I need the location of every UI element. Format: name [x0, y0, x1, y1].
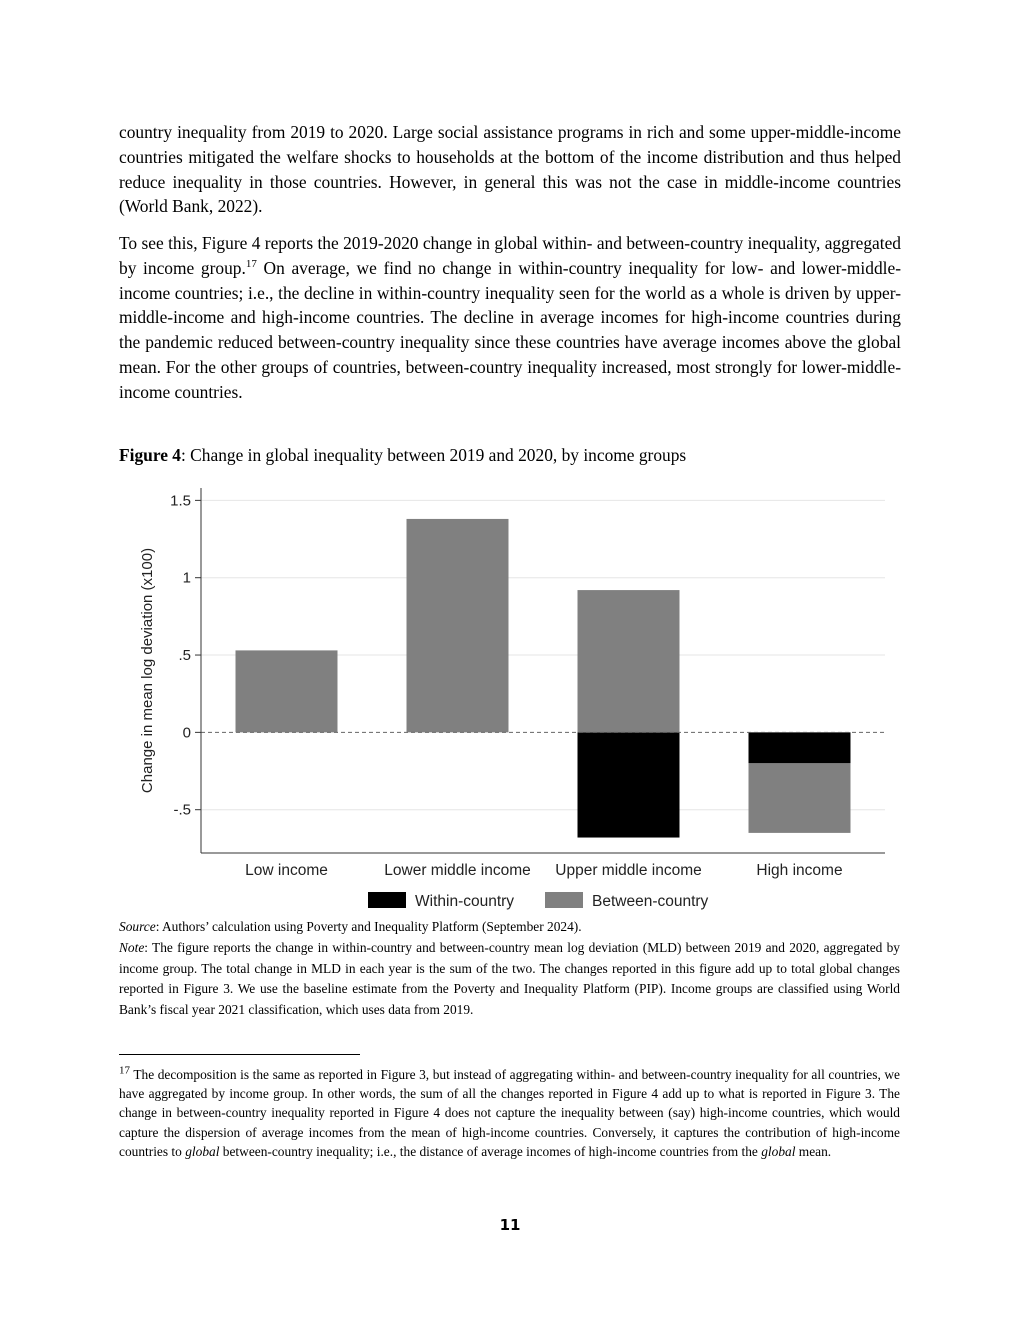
footnote-emphasis-1: global [185, 1143, 220, 1159]
paragraph-2-text-a: To see this, Figure 4 reports the 2019-2020 change in global within- and between-country inequality, aggregated by income group. [119, 233, 901, 278]
footnote-text-b: between-country inequality; i.e., the distance of average incomes of high-income countries from the [219, 1143, 762, 1159]
category-label: High income [756, 862, 843, 879]
y-axis-label: Change in mean log deviation (x100) [139, 547, 156, 794]
body-paragraph-2 [119, 231, 901, 405]
bar-between-country-upper-middle-income [578, 590, 680, 732]
figure-note [119, 938, 900, 1020]
footnote-number: 17 [119, 1064, 130, 1077]
y-tick-label: -.5 [173, 801, 191, 819]
footnote-ref-17[interactable]: 17 [245, 258, 257, 270]
body-paragraph-1: country inequality from 2019 to 2020. Large social assistance programs in rich and some upper-middle-income countries mitigated the welfare shocks to households at the bottom of the income distribution and thus helped reduce inequality in those countries. However, in general this was not the case in middle-income countries (World Bank, 2022). [119, 122, 901, 217]
category-label: Upper middle income [555, 862, 702, 879]
y-tick-label: 1 [182, 569, 191, 587]
bar-chart [130, 478, 895, 918]
legend-swatch-within-country [368, 892, 406, 908]
note-text: : The figure reports the change in within-country and between-country mean log deviation (MLD) between 2019 and 2020, aggregated by income group. The total change in MLD in each year is the sum of the two. The changes reported in this figure add up to total global changes reported in Figure 3. We use the baseline estimate from the Poverty and Inequality Platform (PIP). Income groups are classified using World Bank’s fiscal year 2021 classification, which uses data from 2019. [119, 940, 900, 1017]
source-label: Source [119, 919, 156, 934]
source-text: : Authors’ calculation using Poverty and Inequality Platform (September 2024). [155, 919, 582, 934]
bar-between-country-lower-middle-income [407, 519, 509, 732]
category-label: Lower middle income [384, 862, 531, 879]
footnote-separator [119, 1054, 360, 1055]
y-tick-label: .5 [178, 647, 191, 665]
footnote-17 [119, 1065, 900, 1161]
category-label: Low income [245, 862, 328, 879]
figure-caption [119, 443, 686, 467]
y-tick-label: 0 [182, 724, 191, 742]
bar-within-country-upper-middle-income [578, 732, 680, 837]
y-tick-label: 1.5 [170, 492, 191, 510]
bar-between-country-low-income [236, 650, 338, 732]
note-label: Note [119, 940, 145, 955]
legend [368, 892, 709, 910]
y-tick-labels [170, 492, 191, 818]
paragraph-2-text-b: On average, we find no change in within-country inequality for low- and lower-middle-income countries; i.e., the decline in within-country inequality seen for the world as a whole is driven by upper-middle-income and high-income countries. The decline in average incomes for high-income countries during the pandemic reduced between-country inequality since these countries have average incomes above the global mean. For the other groups of countries, between-country inequality increased, most strongly for lower-middle-income countries. [119, 257, 901, 402]
footnote-text-a: The decomposition is the same as reported in Figure 3, but instead of aggregating within- and between-country inequality for all countries, we have aggregated by income group. In other words, the sum of all the changes reported in Figure 4 add up to what is reported in Figure 3. The change in between-country inequality reported in Figure 4 does not capture the inequality between (say) high-income countries, which would capture the dispersion of average incomes from the mean of high-income countries. Conversely, it captures the contribution of high-income countries to [119, 1067, 900, 1159]
legend-label: Between-country [592, 893, 709, 910]
legend-label: Within-country [415, 893, 515, 910]
category-labels [245, 862, 842, 879]
footnote-emphasis-2: global [761, 1143, 796, 1159]
figure-source [119, 917, 900, 938]
bar-within-country-high-income [749, 732, 851, 763]
figure-caption-text: : Change in global inequality between 2019 and 2020, by income groups [181, 445, 687, 465]
figure-label: Figure 4 [119, 445, 181, 465]
footnote-text-c: mean. [795, 1143, 832, 1159]
legend-swatch-between-country [545, 892, 583, 908]
page-number: 11 [499, 1216, 521, 1234]
bar-between-country-high-income [749, 763, 851, 833]
bars [236, 519, 851, 838]
